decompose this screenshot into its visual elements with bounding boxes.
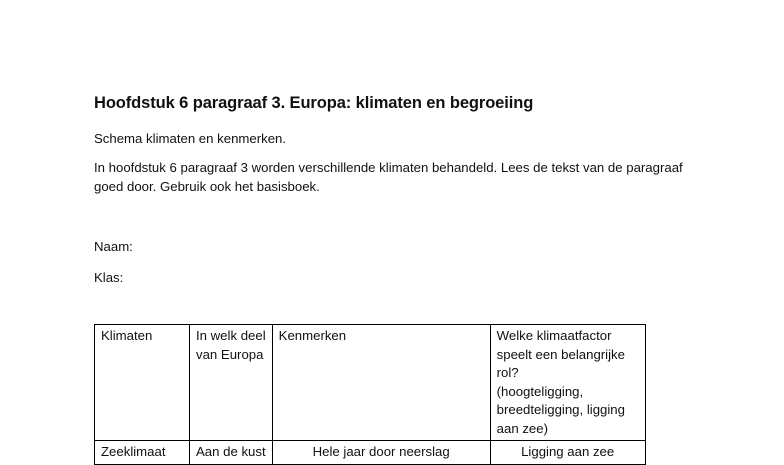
class-label: Klas: [94,270,124,285]
table-cell: Hele jaar door neerslag [272,441,490,465]
table-cell: Ligging aan zee [490,441,645,465]
subtitle: Schema klimaten en kenmerken. [94,131,287,146]
header-cell-klimaatfactor: Welke klimaatfactor speelt een belangrijke rol? (hoogteligging, breedteligging, ligging aan zee) [490,325,645,441]
header-cell-klimaten: Klimaten [95,325,190,441]
table-cell: Aan de kust [190,441,273,465]
intro-paragraph-line-2: goed door. Gebruik ook het basisboek. [94,179,320,194]
climate-table [94,324,646,465]
header-cell-deel-europa: In welk deel van Europa [190,325,273,441]
header-cell-kenmerken: Kenmerken [272,325,490,441]
table-header-row [95,325,646,441]
intro-paragraph-line-1: In hoofdstuk 6 paragraaf 3 worden verschillende klimaten behandeld. Lees de tekst van de paragraaf [94,160,683,175]
page-title: Hoofdstuk 6 paragraaf 3. Europa: klimaten en begroeiing [94,94,534,112]
table-cell: Zeeklimaat [95,441,190,465]
table-row [95,441,646,465]
name-label: Naam: [94,239,133,254]
